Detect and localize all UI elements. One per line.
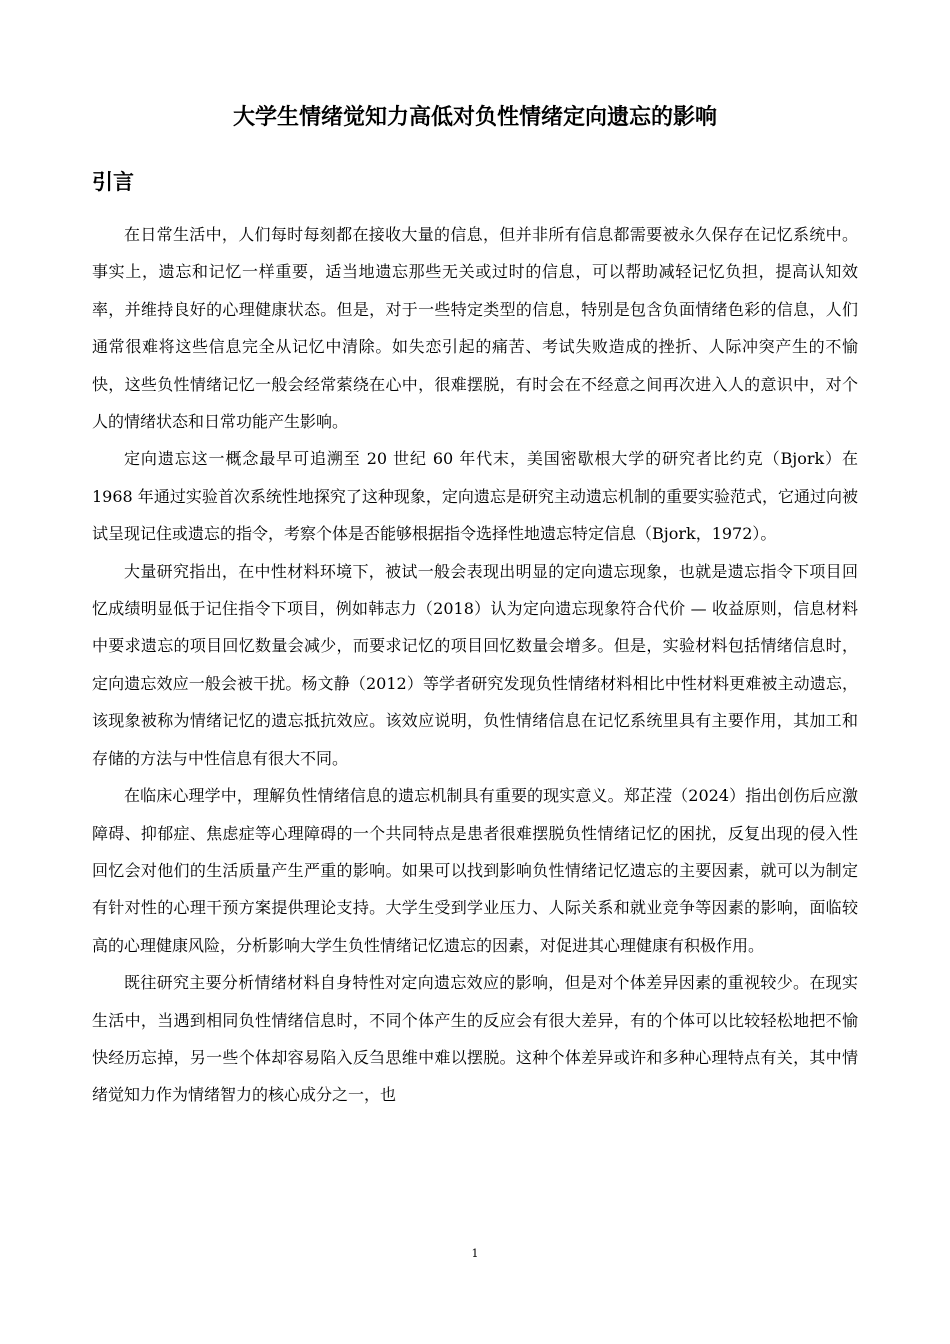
paragraph-1: 在日常生活中，人们每时每刻都在接收大量的信息，但并非所有信息都需要被永久保存在记忆系统中。事实上，遗忘和记忆一样重要，适当地遗忘那些无关或过时的信息，可以帮助减轻记忆负担，提高认知效率，并维持良好的心理健康状态。但是，对于一些特定类型的信息，特别是包含负面情绪色彩的信息，人们通常很难将这些信息完全从记忆中清除。如失恋引起的痛苦、考试失败造成的挫折、人际冲突产生的不愉快，这些负性情绪记忆一般会经常萦绕在心中，很难摆脱，有时会在不经意之间再次进入人的意识中，对个人的情绪状态和日常功能产生影响。 bbox=[92, 225, 858, 432]
paragraph-2: 定向遗忘这一概念最早可追溯至 20 世纪 60 年代末，美国密歇根大学的研究者比约克（Bjork）在 1968 年通过实验首次系统性地探究了这种现象，定向遗忘是研究主动遗忘机制的重要实验范式，它通过向被试呈现记住或遗忘的指令，考察个体是否能够根据指令选择性地遗忘特定信息（Bjork，1972）。 bbox=[92, 449, 858, 544]
paragraph-4: 在临床心理学中，理解负性情绪信息的遗忘机制具有重要的现实意义。郑芷滢（2024）指出创伤后应激障碍、抑郁症、焦虑症等心理障碍的一个共同特点是患者很难摆脱负性情绪记忆的困扰，反复出现的侵入性回忆会对他们的生活质量产生严重的影响。如果可以找到影响负性情绪记忆遗忘的主要因素，就可以为制定有针对性的心理干预方案提供理论支持。大学生受到学业压力、人际关系和就业竞争等因素的影响，面临较高的心理健康风险，分析影响大学生负性情绪记忆遗忘的因素，对促进其心理健康有积极作用。 bbox=[92, 786, 858, 955]
paragraph-3: 大量研究指出，在中性材料环境下，被试一般会表现出明显的定向遗忘现象，也就是遗忘指令下项目回忆成绩明显低于记住指令下项目，例如韩志力（2018）认为定向遗忘现象符合代价 — 收益原则，信息材料中要求遗忘的项目回忆数量会减少，而要求记忆的项目回忆数量会增多。但是，实验材料包括情绪信息时，定向遗忘效应一般会被干扰。杨文静（2012）等学者研究发现负性情绪材料相比中性材料更难被主动遗忘，该现象被称为情绪记忆的遗忘抵抗效应。该效应说明，负性情绪信息在记忆系统里具有主要作用，其加工和存储的方法与中性信息有很大不同。 bbox=[92, 561, 858, 768]
page-number: 1 bbox=[471, 1247, 479, 1260]
section-heading: 引言 bbox=[92, 170, 134, 194]
body-text bbox=[92, 216, 858, 1114]
paragraph-5: 既往研究主要分析情绪材料自身特性对定向遗忘效应的影响，但是对个体差异因素的重视较少。在现实生活中，当遇到相同负性情绪信息时，不同个体产生的反应会有很大差异，有的个体可以比较轻松地把不愉快经历忘掉，另一些个体却容易陷入反刍思维中难以摆脱。这种个体差异或许和多种心理特点有关，其中情绪觉知力作为情绪智力的核心成分之一，也 bbox=[92, 973, 858, 1105]
document-title: 大学生情绪觉知力高低对负性情绪定向遗忘的影响 bbox=[232, 105, 717, 130]
